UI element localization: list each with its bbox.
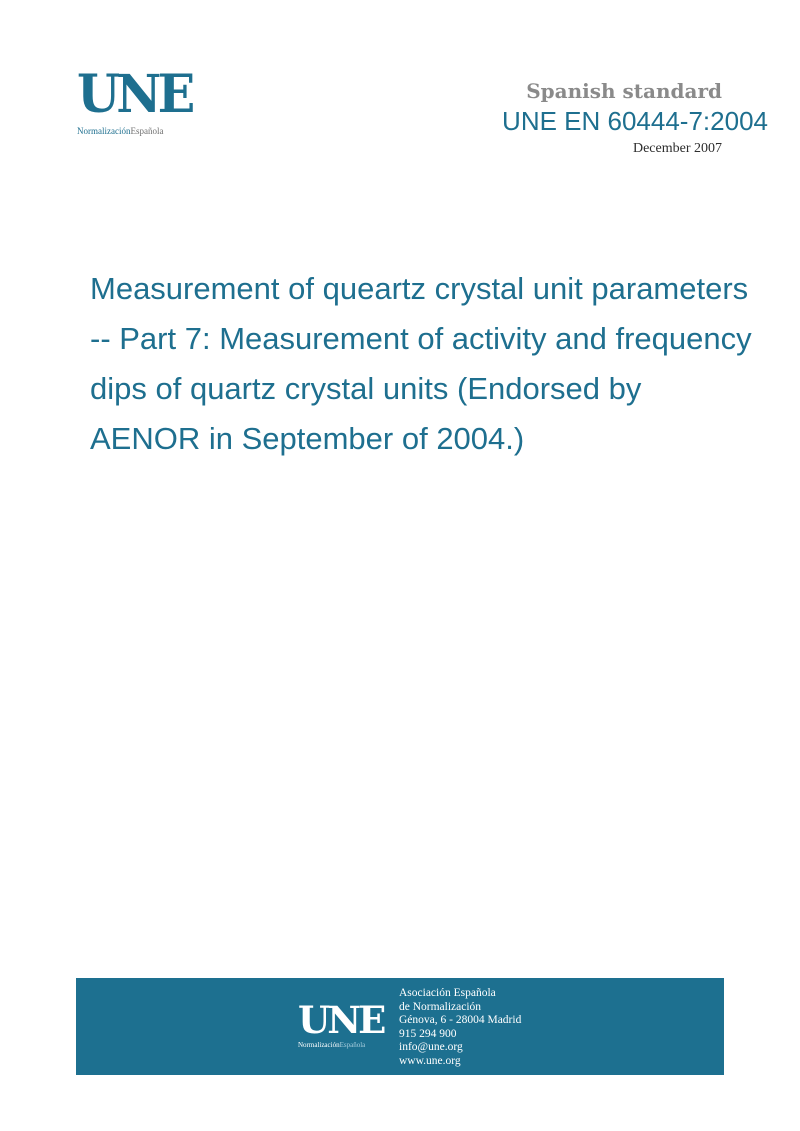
title-line: dips of quartz crystal units (Endorsed by [90, 371, 642, 406]
contact-phone: 915 294 900 [399, 1027, 457, 1040]
standard-code: UNE EN 60444-7:2004 [502, 106, 768, 136]
footer-logo-wordmark: UNE [298, 998, 384, 1042]
contact-email: info@une.org [399, 1041, 463, 1054]
standard-date: December 2007 [632, 141, 722, 156]
contact-website: www.une.org [399, 1054, 461, 1067]
footer-band [76, 978, 724, 1075]
logo-tagline-part2: Española [130, 126, 164, 136]
standard-kind: Spanish standard [526, 79, 722, 103]
footer-contact-block [399, 987, 521, 1069]
footer-logo-tagline-part2: Española [339, 1041, 366, 1049]
logo-tagline [77, 126, 197, 136]
title-line: -- Part 7: Measurement of activity and frequency [90, 321, 752, 356]
title-line: Measurement of queartz crystal unit parameters [90, 271, 749, 306]
contact-org-name: Asociación Española [399, 987, 496, 999]
footer-logo-tagline-part1: Normalización [298, 1041, 340, 1049]
footer-logo-tagline [298, 1041, 388, 1049]
footer-une-logo [298, 1000, 388, 1049]
contact-org-name-line2: de Normalización [399, 1000, 482, 1013]
standard-header [502, 78, 768, 160]
logo-tagline-part1: Normalización [77, 126, 131, 136]
document-title [90, 264, 790, 464]
logo-wordmark: UNE [77, 64, 192, 125]
contact-address: Génova, 6 - 28004 Madrid [399, 1014, 522, 1027]
une-logo [77, 66, 197, 136]
title-line: AENOR in September of 2004.) [90, 421, 525, 456]
